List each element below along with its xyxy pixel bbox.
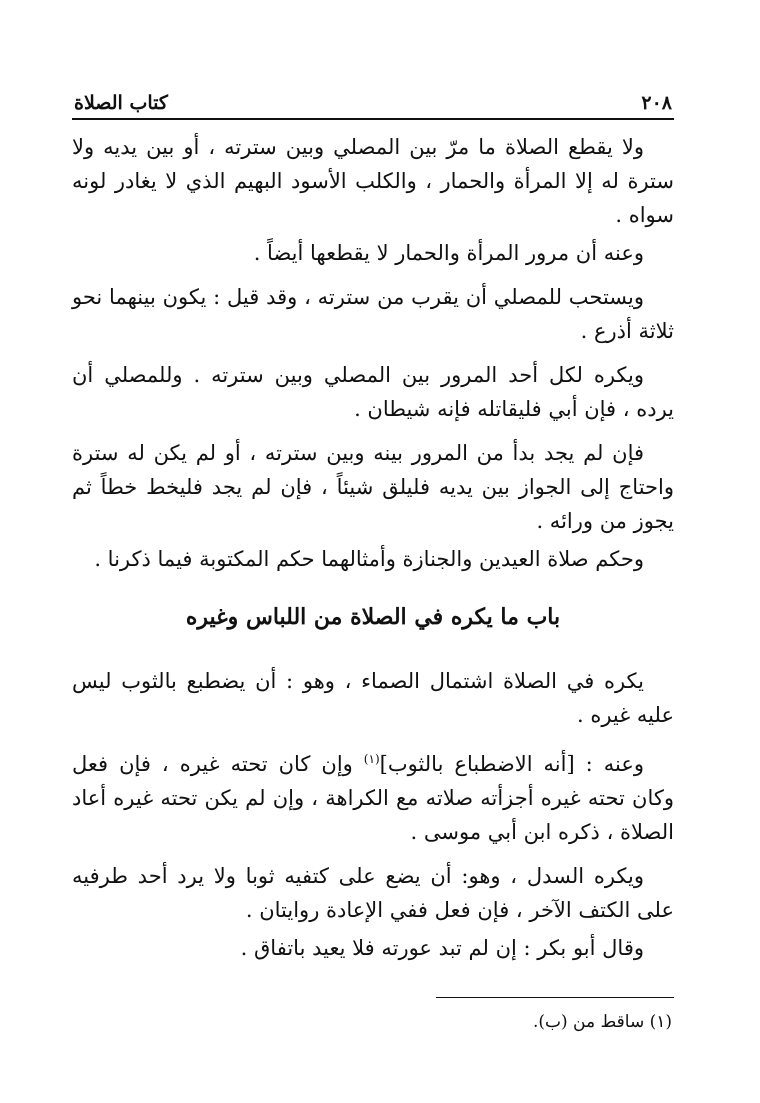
section-paragraph-1: يكره في الصلاة اشتمال الصماء ، وهو : أن يضطبع بالثوب ليس عليه غيره . [72, 669, 674, 727]
paragraph-4: ويكره لكل أحد المرور بين المصلي وبين سترته . وللمصلي أن يرده ، فإن أبي فليقاتله فإنه شيطان . [72, 363, 674, 421]
bracketed-text: وعنه : [أنه الاضطباع بالثوب] [379, 752, 644, 776]
paragraph-5: فإن لم يجد بدأ من المرور بينه وبين سترته ، أو لم يكن له سترة واحتاج إلى الجواز بين يديه فليلق شيئاً ، فإن لم يجد فليخط خطاً ثم يجوز من ورائه . [72, 441, 674, 533]
paragraph-2: وعنه أن مرور المرأة والحمار لا يقطعها أيضاً . [253, 241, 644, 265]
main-text [72, 130, 674, 975]
header-rule [72, 118, 674, 120]
section-paragraph-4: وقال أبو بكر : إن لم تبد عورته فلا يعيد باتفاق . [240, 936, 644, 960]
footnote-rule [436, 997, 674, 998]
footnote: (١) ساقط من (ب). [532, 1012, 672, 1032]
page-header [74, 84, 672, 114]
section-heading: باب ما يكره في الصلاة من اللباس وغيره [185, 604, 561, 630]
paragraph-6: وحكم صلاة العيدين والجنازة وأمثالهما حكم المكتوبة فيما ذكرنا . [94, 547, 644, 571]
paragraph-3: ويستحب للمصلي أن يقرب من سترته ، وقد قيل : يكون بينهما نحو ثلاثة أذرع . [72, 285, 674, 343]
section-paragraph-2 [72, 742, 674, 849]
running-title: كتاب الصلاة [74, 92, 168, 114]
footnote-reference[interactable]: (١) [363, 752, 380, 766]
paragraph-continuation: وإن كان تحته غيره ، فإن فعل وكان تحته غيره أجزأته صلاته مع الكراهة ، وإن لم يكن تحته غيره أعاد الصلاة ، ذكره ابن أبي موسى . [72, 752, 674, 844]
section-paragraph-3: ويكره السدل ، وهو: أن يضع على كتفيه ثوبا ولا يرد أحد طرفيه على الكتف الآخر ، فإن فعل ففي الإعادة روايتان . [72, 864, 674, 922]
paragraph-1: ولا يقطع الصلاة ما مرّ بين المصلي وبين سترته ، أو بين يديه ولا سترة له إلا المرأة والحمار ، والكلب الأسود البهيم الذي لا يغادر لونه سواه . [72, 135, 674, 227]
page-number: ٢٠٨ [641, 92, 672, 114]
